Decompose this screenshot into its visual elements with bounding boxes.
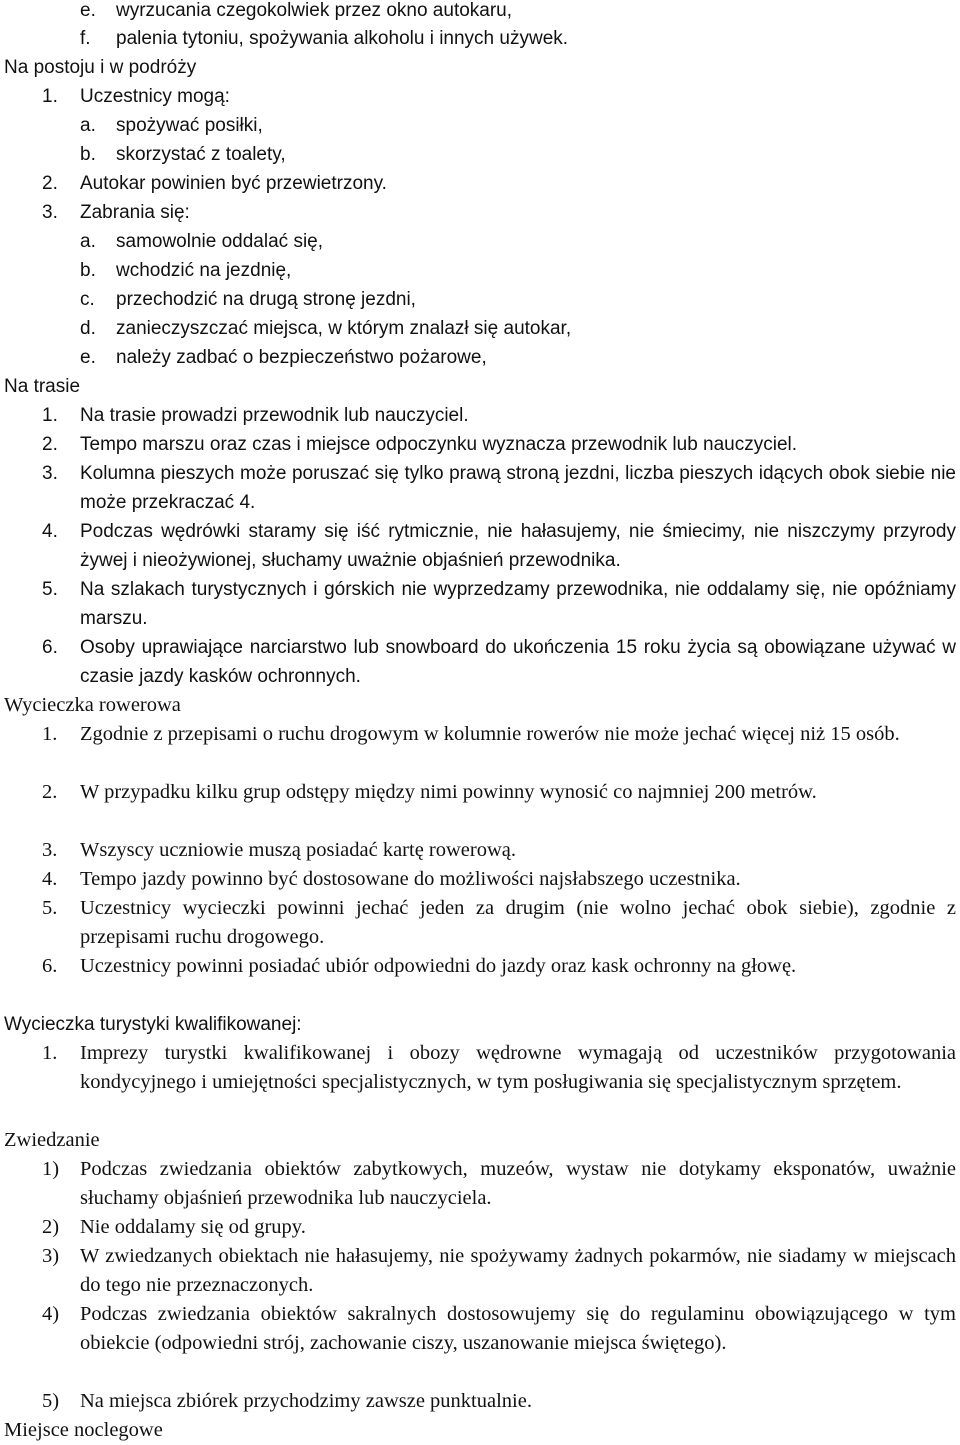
- list-item-text: Zabrania się:: [80, 202, 190, 223]
- section-heading: Na trasie: [4, 376, 81, 397]
- list-item-text: Uczestnicy powinni posiadać ubiór odpowiedni do jazdy oraz kask ochronny na głowę.: [80, 955, 797, 977]
- list-marker: 3.: [42, 202, 58, 223]
- list-item-text: Podczas wędrówki staramy się iść rytmicznie, nie hałasujemy, nie śmiecimy, nie niszczymy przyrody żywej i nieożywionej, słuchamy uważnie objaśnień przewodnika.: [80, 521, 956, 571]
- list-item-text: wchodzić na jezdnię,: [116, 260, 292, 281]
- list-item-text: przechodzić na drugą stronę jezdni,: [116, 289, 416, 310]
- list-marker: 2.: [42, 173, 58, 194]
- list-item-text: Osoby uprawiające narciarstwo lub snowboard do ukończenia 15 roku życia są obowiązane używać w czasie jazdy kasków ochronnych.: [80, 637, 956, 687]
- list-item-text: Zgodnie z przepisami o ruchu drogowym w kolumnie rowerów nie może jechać więcej niż 15 osób.: [80, 723, 900, 745]
- list-item-text: samowolnie oddalać się,: [116, 231, 324, 252]
- section-heading: Wycieczka turystyki kwalifikowanej:: [4, 1014, 302, 1035]
- section-heading: Wycieczka rowerowa: [4, 694, 181, 716]
- list-item-text: Imprezy turystki kwalifikowanej i obozy wędrowne wymagają od uczestników przygotowania kondycyjnego i umiejętności specjalistycznych, w tym posługiwania się specjalistycznym sprzętem.: [80, 1042, 956, 1093]
- list-item-text: Wszyscy uczniowie muszą posiadać kartę rowerową.: [80, 839, 517, 861]
- list-marker: c.: [80, 289, 95, 310]
- list-marker: 3.: [42, 463, 58, 484]
- list-marker: 1): [42, 1158, 60, 1180]
- list-marker: 2.: [42, 781, 58, 803]
- list-marker: 5): [42, 1390, 60, 1412]
- list-item-text: W zwiedzanych obiektach nie hałasujemy, nie spożywamy żadnych pokarmów, nie siadamy w miejscach do tego nie przeznaczonych.: [80, 1245, 956, 1296]
- list-item-text: Kolumna pieszych może poruszać się tylko prawą stroną jezdni, liczba pieszych idących obok siebie nie może przekraczać 4.: [80, 463, 956, 513]
- list-marker: 6.: [42, 637, 58, 658]
- list-marker: a.: [80, 115, 96, 136]
- list-marker: 6.: [42, 955, 58, 977]
- list-item-text: Nie oddalamy się od grupy.: [80, 1216, 306, 1238]
- list-item-text: Na trasie prowadzi przewodnik lub nauczyciel.: [80, 405, 469, 426]
- list-marker: 3.: [42, 839, 58, 861]
- list-item-text: W przypadku kilku grup odstępy między nimi powinny wynosić co najmniej 200 metrów.: [80, 781, 817, 803]
- section-heading: Miejsce noclegowe: [4, 1419, 163, 1441]
- list-item-text: palenia tytoniu, spożywania alkoholu i innych używek.: [116, 28, 569, 49]
- section-heading: Zwiedzanie: [4, 1129, 100, 1151]
- list-item-text: spożywać posiłki,: [116, 115, 263, 136]
- list-marker: a.: [80, 231, 96, 252]
- list-marker: 4.: [42, 521, 58, 542]
- list-marker: 4.: [42, 868, 58, 890]
- list-marker: b.: [80, 260, 96, 281]
- list-item-text: Podczas zwiedzania obiektów zabytkowych, muzeów, wystaw nie dotykamy eksponatów, uważnie słuchamy objaśnień przewodnika lub nauczyciela.: [80, 1158, 956, 1209]
- list-item-text: Na szlakach turystycznych i górskich nie wyprzedzamy przewodnika, nie oddalamy się, nie opóźniamy marszu.: [80, 579, 956, 629]
- list-item-text: Tempo marszu oraz czas i miejsce odpoczynku wyznacza przewodnik lub nauczyciel.: [80, 434, 798, 455]
- list-item-text: należy zadbać o bezpieczeństwo pożarowe,: [116, 347, 487, 368]
- list-marker: 3): [42, 1245, 60, 1267]
- list-marker: d.: [80, 318, 96, 339]
- list-marker: 5.: [42, 897, 58, 919]
- list-item-text: zanieczyszczać miejsca, w którym znalazł się autokar,: [116, 318, 572, 339]
- section-heading: Na postoju i w podróży: [4, 57, 197, 78]
- list-marker: 1.: [42, 405, 58, 426]
- list-marker: 1.: [42, 86, 58, 107]
- list-item-text: Uczestnicy mogą:: [80, 86, 230, 107]
- list-item-text: skorzystać z toalety,: [116, 144, 286, 165]
- list-item-text: Autokar powinien być przewietrzony.: [80, 173, 387, 194]
- list-item-text: Podczas zwiedzania obiektów sakralnych dostosowujemy się do regulaminu obowiązującego w tym obiekcie (odpowiedni strój, zachowanie ciszy, uszanowanie miejsca świętego).: [80, 1303, 956, 1354]
- list-marker: e.: [80, 347, 96, 368]
- list-marker: 2.: [42, 434, 58, 455]
- list-marker: b.: [80, 144, 96, 165]
- list-item-text: Uczestnicy wycieczki powinni jechać jeden za drugim (nie wolno jechać obok siebie), zgodnie z przepisami ruchu drogowego.: [80, 897, 956, 948]
- list-marker: 1.: [42, 1042, 58, 1064]
- list-item-text: Na miejsca zbiórek przychodzimy zawsze punktualnie.: [80, 1390, 532, 1412]
- list-marker: 1.: [42, 723, 58, 745]
- list-marker: f.: [80, 28, 91, 49]
- list-marker: 2): [42, 1216, 60, 1238]
- list-item-text: Tempo jazdy powinno być dostosowane do możliwości najsłabszego uczestnika.: [80, 868, 741, 890]
- list-marker: e.: [80, 0, 96, 21]
- list-marker: 4): [42, 1303, 60, 1325]
- list-item-text: wyrzucania czegokolwiek przez okno autokaru,: [116, 0, 513, 21]
- list-marker: 5.: [42, 579, 58, 600]
